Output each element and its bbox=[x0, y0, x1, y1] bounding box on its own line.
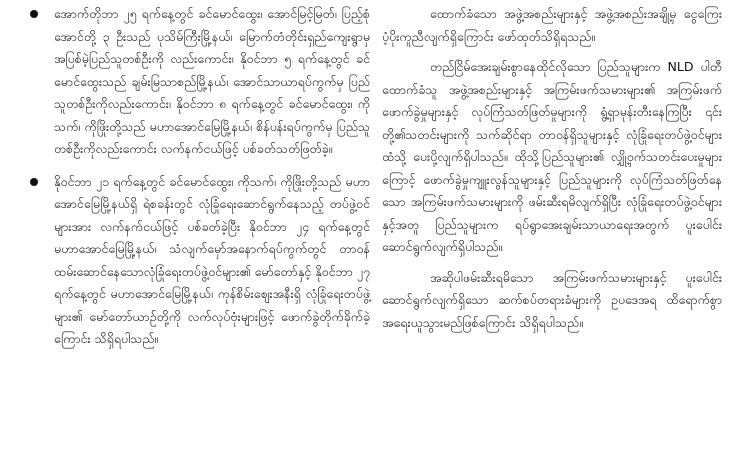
bullet-text: အောက်တိုဘာ ၂၅ ရက်နေ့တွင် ခင်မောင်ထွေး၊ အောင်မြင့်မြတ်၊ ပြည့်စုံအောင်တို့ ၃ ဦးသည် ပုသိမ်ကြီးမြို့နယ်၊ မြောက်တံတိုင်းရှည်ကျေးရွာမှ အပြစ်မဲ့ပြည်သူတစ်ဦးကို လည်းကောင်း၊ နိုဝင်ဘာ ၅ ရက်နေ့တွင် ခင်မောင်ထွေးသည် ချမ်းမြသာစည်မြို့နယ်၊ အောင်သာယာရပ်ကွက်မှ ပြည်သူတစ်ဦးကိုလည်းကောင်း၊ နိုဝင်ဘာ ၈ ရက်နေ့တွင် ခင်မောင်ထွေး၊ ကိုသက်၊ ကိုဖြိုးတို့သည် မဟာအောင်မြေမြို့နယ်၊ စိန်ပန်းရပ်ကွက်မှ ပြည်သူတစ်ဦးကိုလည်းကောင်း လက်နက်ငယ်ဖြင့် ပစ်ခတ်သတ်ဖြတ်ခဲ့။ bbox=[54, 6, 370, 156]
bullet-item bbox=[30, 3, 370, 161]
paragraph: အဆိုပါဖမ်းဆီးရမိသော အကြမ်းဖက်သမားများနှင့် ပူးပေါင်းဆောင်ရွက်လျက်ရှိသော ဆက်စပ်တရားခံများကို ဥပဒေအရ ထိရောက်စွာအရေးယူသွားမည်ဖြစ်ကြောင်း သိရှိရပါသည်။ bbox=[382, 269, 722, 330]
bullet-item bbox=[30, 171, 370, 351]
paragraph: တည်ငြိမ်အေးချမ်းစွာနေထိုင်လိုသော ပြည်သူများက NLD ပါတီထောက်ခံသူ အဖွဲ့အစည်းများနှင့် အကြမ်းဖက်သမားများ၏ အကြမ်းဖက်ဖောက်ခွဲမှုများနှင့် လုပ်ကြံသတ်ဖြတ်မှုများကို ရွံ့ရှာမုန်းတီးနေကြပြီး ၎င်းတို့၏သတင်းများကို သက်ဆိုင်ရာ တာဝန်ရှိသူများနှင့် လုံခြုံရေးတပ်ဖွဲ့ဝင်များထံသို့ ပေးပို့လျက်ရှိပါသည်။ ထိုသို့ပြည်သူများ၏ လျှို့ဝှက်သတင်းပေးမှုများကြောင့် ဖောက်ခွဲမှုကျူးလွန်သူများနှင့် ပြည်သူများကို လုပ်ကြံသတ်ဖြတ်နေသော အကြမ်းဖက်သမားများကို ဖမ်းဆီးရမိလျက်ရှိပြီး လုံခြုံရေးတပ်ဖွဲ့ဝင်များနှင့်အတူ ပြည်သူများက ရပ်ရွာအေးချမ်းသာယာရေးအတွက် ပူးပေါင်းဆောင်ရွက်လျက်ရှိပါသည်။ bbox=[382, 59, 722, 254]
bullet-text: နိုဝင်ဘာ ၂၁ ရက်နေ့တွင် ခင်မောင်ထွေး၊ ကိုသက်၊ ကိုဖြိုးတို့သည် မဟာအောင်မြေမြို့နယ်ရှိ ရဲစခန်းတွင် လုံခြုံရေးဆောင်ရွက်နေသည့် တပ်ဖွဲ့ဝင်များအား လက်နက်ငယ်ဖြင့် ပစ်ခတ်ခဲ့ပြီး နိုဝင်ဘာ ၂၄ ရက်နေ့တွင် မဟာအောင်မြေမြို့နယ်၊ သံလျက်မှော်အနောက်ရပ်ကွက်တွင် တာဝန်ထမ်းဆောင်နေသောလုံခြုံရေးတပ်ဖွဲ့ဝင်များ၏ မော်တော်နှင့် နိုဝင်ဘာ ၂၇ ရက်နေ့တွင် မဟာအောင်မြေမြို့နယ်၊ ကုန်စိမ်းဈေးအနီးရှိ လုံခြုံရေးတပ်ဖွဲ့များ၏ မော်တော်ယာဉ်တို့ကို လက်လုပ်ဗုံးများဖြင့် ဖောက်ခွဲတိုက်ခိုက်ခဲ့ကြောင်း သိရှိရပါသည်။ bbox=[54, 173, 370, 346]
left-column bbox=[30, 3, 370, 361]
right-column bbox=[382, 3, 722, 342]
bullet-dot-icon bbox=[30, 10, 38, 18]
bullet-dot-icon bbox=[30, 178, 38, 186]
paragraph: ထောက်ခံသော အဖွဲ့အစည်းများနှင့် အဖွဲ့အစည်းအချို့မှ ငွေကြေးပံ့ပိုးကူညီလျက်ရှိကြောင်း ဖော်ထုတ်သိရှိရသည်။ bbox=[382, 6, 722, 44]
